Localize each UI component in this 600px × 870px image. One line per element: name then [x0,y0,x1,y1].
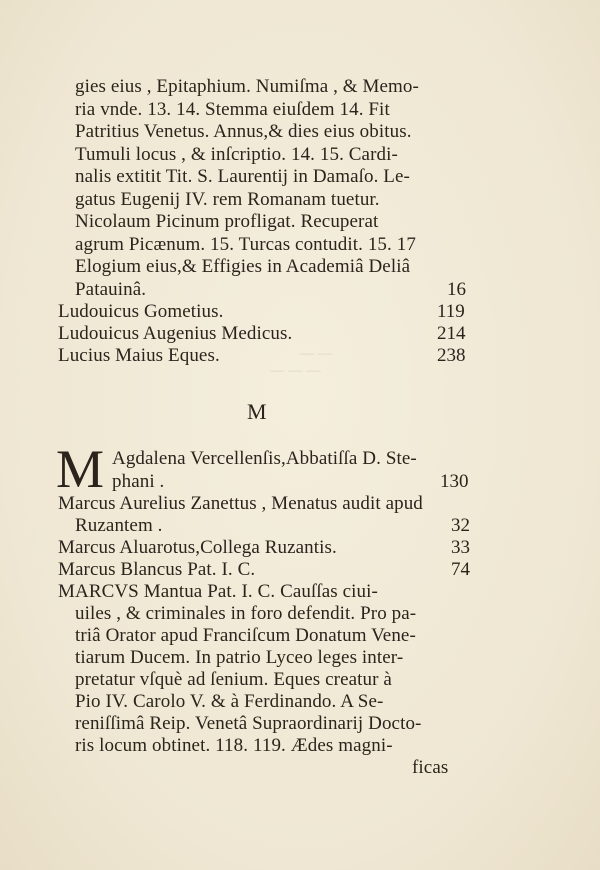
entry-line: agrum Picænum. 15. Turcas contudit. 15. 17 [75,234,416,255]
show-through-decoration: — — [300,345,333,362]
entry-line: nalis extitit Tit. S. Laurentij in Damaſo. Le- [75,166,410,187]
entry-line: Patritius Venetus. Annus,& dies eius obitus. [75,121,412,142]
section-heading: M [247,399,268,424]
entry-line: Tumuli locus , & inſcriptio. 14. 15. Cardi- [75,144,398,165]
index-entry-name: Ludouicus Gometius. [58,301,224,322]
index-entry-name: Lucius Maius Eques. [58,345,220,366]
entry-line: Agdalena Vercellenſis,Abbatiſſa D. Ste- [112,448,417,469]
entry-line: Marcus Aurelius Zanettus , Menatus audit apud [58,493,423,514]
index-entry-name: Ludouicus Augenius Medicus. [58,323,293,344]
page-number: 33 [451,537,470,558]
page-number: 74 [451,559,470,580]
page-number: 238 [437,345,466,366]
entry-line: reniſſimâ Reip. Venetâ Supraordinarij Docto- [75,713,422,734]
entry-line: MARCVS Mantua Pat. I. C. Cauſſas ciui- [58,581,378,602]
entry-line: tiarum Ducem. In patrio Lyceo leges inter- [75,647,404,668]
entry-line: triâ Orator apud Franciſcum Donatum Vene- [75,625,416,646]
entry-line: pretatur vſquè ad ſenium. Eques creatur à [75,669,392,690]
entry-line: gatus Eugenij IV. rem Romanam tuetur. [75,189,380,210]
page-number: 214 [437,323,466,344]
page-number: 119 [437,301,465,322]
entry-line: gies eius , Epitaphium. Numiſma , & Memo- [75,76,419,97]
entry-line: phani . [112,471,165,492]
page-number: 16 [447,279,466,300]
entry-line: ris locum obtinet. 118. 119. Ædes magni- [75,735,393,756]
page-number: 32 [451,515,470,536]
entry-line: Nicolaum Picinum profligat. Recuperat [75,211,379,232]
drop-cap: M [56,439,105,499]
entry-line: Patauinâ. [75,279,147,300]
entry-line: ria vnde. 13. 14. Stemma eiuſdem 14. Fit [75,99,390,120]
entry-line: uiles , & criminales in foro defendit. Pro pa- [75,603,417,624]
entry-line: Pio IV. Carolo V. & à Ferdinando. A Se- [75,691,384,712]
catchword: ficas [412,757,449,778]
entry-line: Ruzantem . [75,515,163,536]
entry-line: Marcus Blancus Pat. I. C. [58,559,256,580]
page-number: 130 [440,471,469,492]
entry-line: Marcus Aluarotus,Collega Ruzantis. [58,537,337,558]
show-through-decoration: — — — [270,362,321,379]
entry-line: Elogium eius,& Effigies in Academiâ Deliâ [75,256,411,277]
